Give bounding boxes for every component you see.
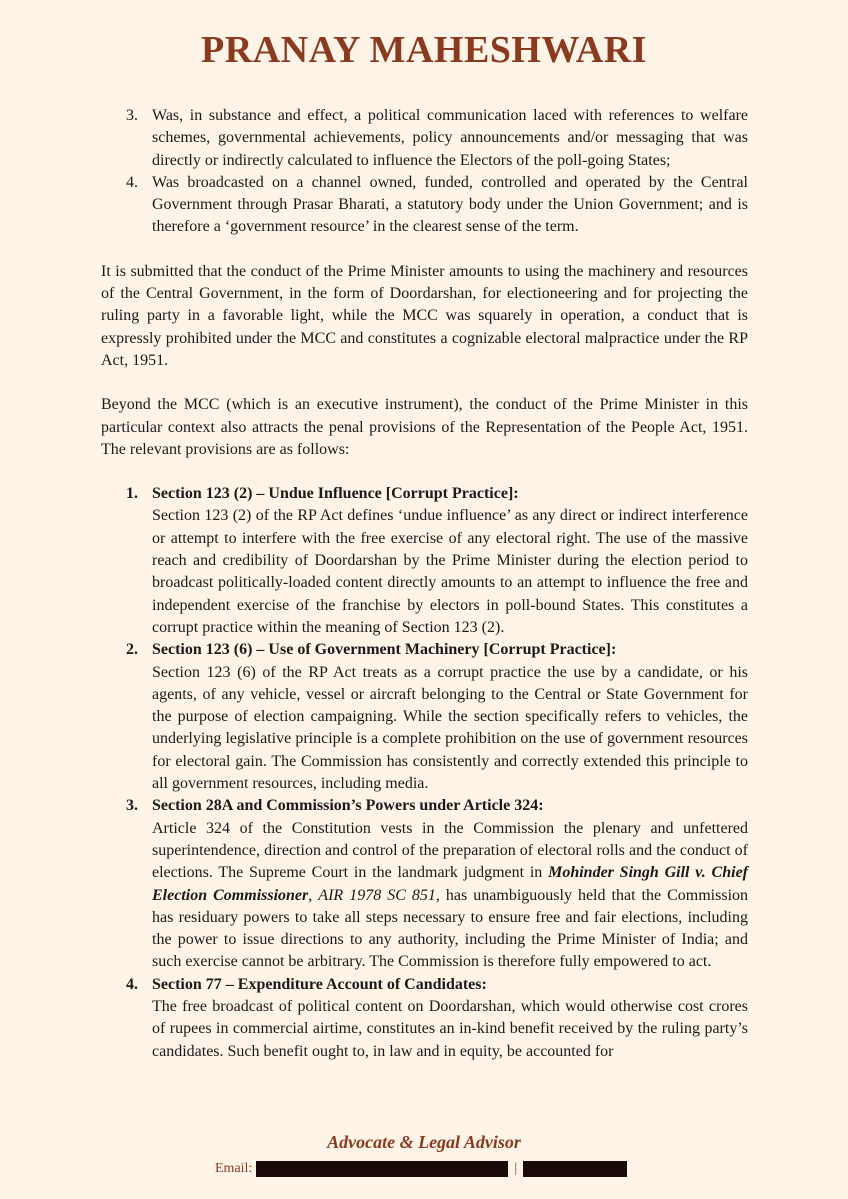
- list-item: [101, 172, 748, 239]
- email-label: Email:: [215, 1161, 253, 1176]
- provision-text: Section 123 (6) of the RP Act treats as a corrupt practice the use by a candidate, or his agents, of any vehicle, vessel or aircraft belonging to the Central or State Government for the purpose of election campaigning. While the section specifically refers to vehicles, the underlying legislative principle is a complete prohibition on the use of government resources for electoral gain. The Commission has consistently and correctly extended this principle to all government resources, including media.: [152, 663, 748, 793]
- provision-heading: Section 28A and Commission’s Powers under Article 324:: [152, 797, 544, 815]
- footer-separator: |: [514, 1161, 518, 1176]
- redacted-email: [256, 1161, 508, 1177]
- provision-number: 4.: [126, 975, 138, 993]
- list-number: 4.: [126, 173, 138, 191]
- provision-text: [152, 818, 748, 974]
- provision-item: [101, 795, 748, 973]
- provision-number: 3.: [126, 797, 138, 815]
- paragraph-penal-provisions: Beyond the MCC (which is an executive instrument), the conduct of the Prime Minister in this particular context also attracts the penal provisions of the Representation of the People Act, 1951. The relevant provisions are as follows:: [101, 396, 748, 458]
- list-item-text: Was, in substance and effect, a political communication laced with references to welfare schemes, governmental achievements, policy announcements and/or messaging that was directly or indirectly calculated to influence the Electors of the poll-going States;: [152, 107, 748, 169]
- list-number: 3.: [126, 107, 138, 124]
- provision-heading: Section 123 (2) – Undue Influence [Corrupt Practice]:: [152, 485, 519, 503]
- footer-email: [215, 1160, 627, 1178]
- provision-text: Section 123 (2) of the RP Act defines ‘undue influence’ as any direct or indirect interference or attempt to interfere with the free exercise of any electoral right. The use of the massive reach and credibility of Doordarshan by the Prime Minister during the election period to broadcast politically-loaded content directly amounts to an attempt to influence the free and independent exercise of the franchise by electors in poll-bound States. This constitutes a corrupt practice within the meaning of Section 123 (2).: [152, 507, 748, 636]
- document-body: [101, 105, 748, 1063]
- provision-item: [101, 974, 748, 1063]
- provision-heading: Section 77 – Expenditure Account of Candidates:: [152, 975, 487, 993]
- provision-text: The free broadcast of political content on Doordarshan, which would otherwise cost crores of rupees in commercial airtime, constitutes an in-kind benefit received by the ruling party’s candidates. Such benefit ought to, in law and in equity, be accounted for: [152, 997, 748, 1060]
- provision-heading: Section 123 (6) – Use of Government Machinery [Corrupt Practice]:: [152, 641, 617, 659]
- page-title: PRANAY MAHESHWARI: [201, 29, 647, 71]
- numbered-list: [101, 105, 748, 239]
- provisions-list: [101, 483, 748, 1063]
- paragraph-submission: It is submitted that the conduct of the Prime Minister amounts to using the machinery and resources of the Central Government, in the form of Doordarshan, for electioneering and for projecting the ruling party in a favorable light, while the MCC was squarely in operation, a conduct that is expressly prohibited under the MCC and constitutes a cognizable electoral malpractice under the RP Act, 1951.: [101, 262, 748, 369]
- case-separator: ,: [308, 886, 319, 904]
- provision-item: [101, 483, 748, 639]
- list-item: [101, 105, 748, 172]
- redacted-phone: [523, 1161, 627, 1177]
- provision-number: 2.: [126, 641, 138, 659]
- provision-number: 1.: [126, 485, 138, 503]
- case-name: Mohinder Singh Gill v. Chief Election Commissioner: [152, 864, 748, 904]
- list-item-text: Was broadcasted on a channel owned, funded, controlled and operated by the Central Government through Prasar Bharati, a statutory body under the Union Government; and is therefore a ‘government resource’ in the clearest sense of the term.: [152, 173, 748, 236]
- footer-role: Advocate & Legal Advisor: [327, 1132, 521, 1152]
- case-citation: AIR 1978 SC 851: [318, 886, 436, 904]
- provision-item: [101, 639, 748, 795]
- provision-text-before: Article 324 of the Constitution vests in the Commission the plenary and unfettered superintendence, direction and control of the preparation of electoral rolls and the conduct of elections. The Supreme Court in the landmark judgment in: [152, 819, 748, 882]
- provision-text-after: , has unambiguously held that the Commission has residuary powers to take all steps necessary to ensure free and fair elections, including the power to issue directions to any authority, including the Prime Minister of India; and such exercise cannot be arbitrary. The Commission is therefore fully empowered to act.: [152, 886, 749, 971]
